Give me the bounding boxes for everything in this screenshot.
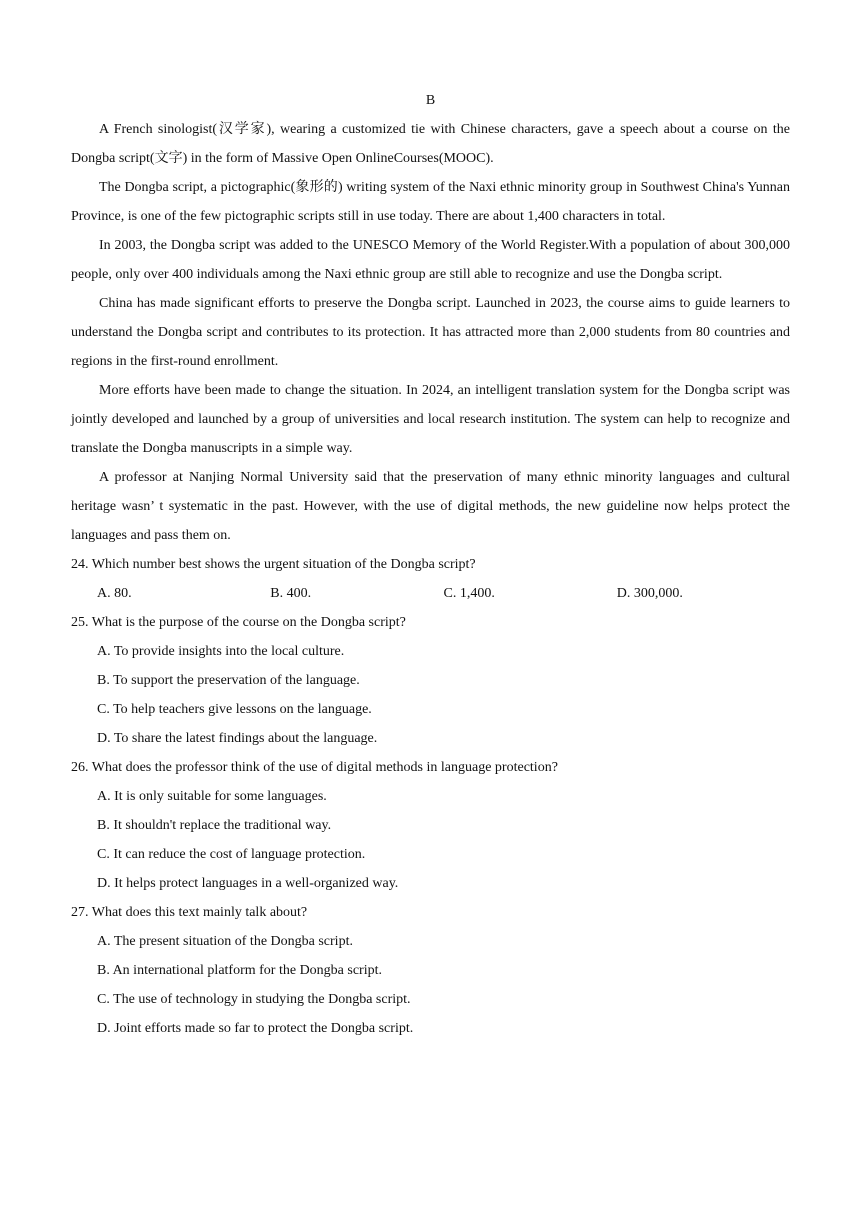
question-stem: 24. Which number best shows the urgent situation of the Dongba script?	[71, 557, 476, 572]
option-c: C. It can reduce the cost of language protection.	[97, 847, 366, 862]
option-d: D. Joint efforts made so far to protect the Dongba script.	[97, 1021, 414, 1036]
options-row	[71, 579, 790, 608]
paragraph-6: A professor at Nanjing Normal University said that the preservation of many ethnic minority languages and cultural heritage wasn’ t systematic in the past. However, with the use of digital methods, the new guideline now helps protect the languages and pass them on.	[71, 470, 790, 543]
question-stem: 27. What does this text mainly talk about?	[71, 905, 308, 920]
question-stem: 25. What is the purpose of the course on the Dongba script?	[71, 615, 406, 630]
option-a: A. It is only suitable for some languages.	[97, 789, 327, 804]
option-a: A. 80.	[97, 586, 132, 601]
question-27	[71, 898, 790, 1043]
option-a: A. To provide insights into the local culture.	[97, 644, 345, 659]
option-b: B. An international platform for the Dongba script.	[97, 963, 382, 978]
option-c: C. 1,400.	[443, 586, 495, 601]
option-d: D. It helps protect languages in a well-organized way.	[97, 876, 399, 891]
paragraph-2: The Dongba script, a pictographic(象形的) writing system of the Naxi ethnic minority group in Southwest China's Yunnan Province, is one of the few pictographic scripts still in use today. There are about 1,400 characters in total.	[71, 180, 790, 224]
paragraph-5: More efforts have been made to change the situation. In 2024, an intelligent translation system for the Dongba script was jointly developed and launched by a group of universities and local research institution. The system can help to recognize and translate the Dongba manuscripts in a simple way.	[71, 383, 790, 456]
paragraph-3: In 2003, the Dongba script was added to the UNESCO Memory of the World Register.With a population of about 300,000 people, only over 400 individuals among the Naxi ethnic group are still able to recognize and use the Dongba script.	[71, 238, 790, 282]
paragraph-4: China has made significant efforts to preserve the Dongba script. Launched in 2023, the course aims to guide learners to understand the Dongba script and contributes to its protection. It has attracted more than 2,000 students from 80 countries and regions in the first-round enrollment.	[71, 296, 790, 369]
option-b: B. It shouldn't replace the traditional way.	[97, 818, 332, 833]
section-title: B	[425, 93, 436, 108]
paragraph-1: A French sinologist(汉学家), wearing a customized tie with Chinese characters, gave a speech about a course on the Dongba script(文字) in the form of Massive Open OnlineCourses(MOOC).	[71, 122, 790, 166]
option-c: C. To help teachers give lessons on the language.	[97, 702, 372, 717]
option-b: B. To support the preservation of the language.	[97, 673, 360, 688]
option-a: A. The present situation of the Dongba script.	[97, 934, 353, 949]
option-d: D. To share the latest findings about the language.	[97, 731, 378, 746]
option-c: C. The use of technology in studying the Dongba script.	[97, 992, 411, 1007]
option-d: D. 300,000.	[616, 586, 683, 601]
question-26	[71, 753, 790, 898]
reading-passage-page	[71, 86, 790, 1043]
option-b: B. 400.	[270, 586, 312, 601]
question-25	[71, 608, 790, 753]
question-24	[71, 550, 790, 608]
question-stem: 26. What does the professor think of the use of digital methods in language protection?	[71, 760, 558, 775]
